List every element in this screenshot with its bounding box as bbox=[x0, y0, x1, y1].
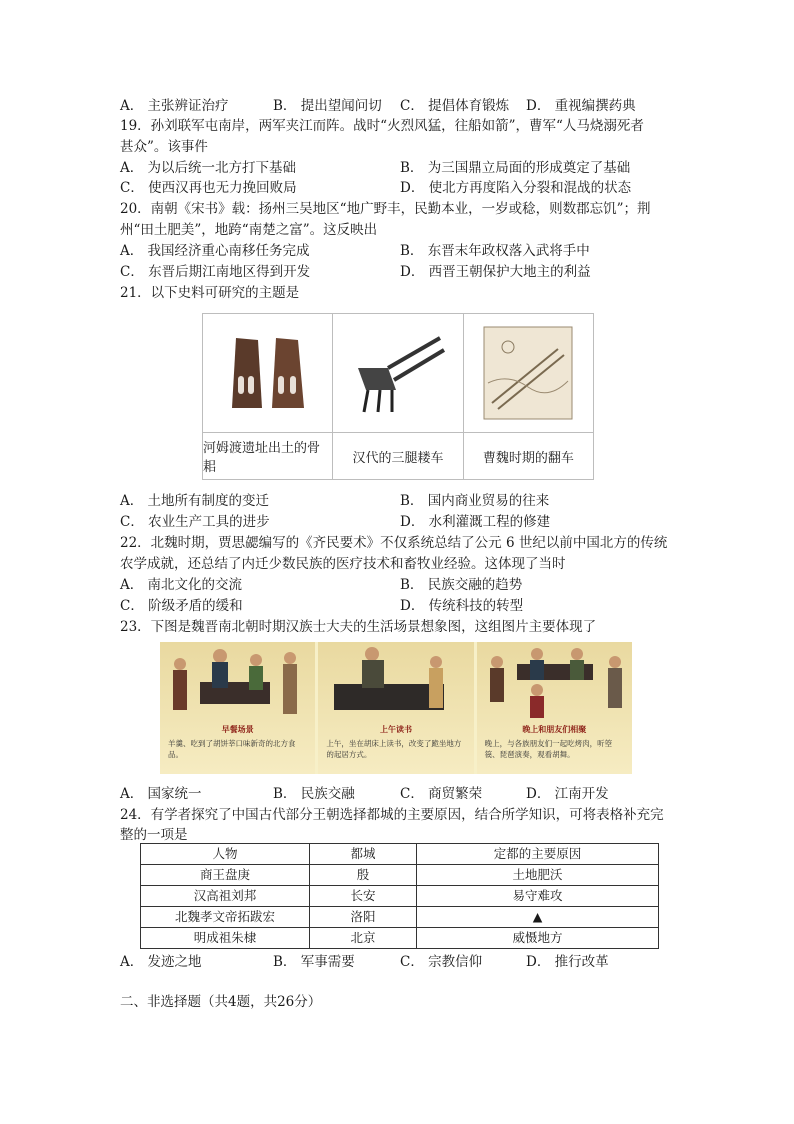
gathering-scene-illustration bbox=[477, 642, 632, 722]
q22-option-b[interactable]: B． 民族交融的趋势 bbox=[400, 577, 523, 593]
q22-stem-line1: 22．北魏时期，贾思勰编写的《齐民要术》不仅系统总结了公元 6 世纪以前中国北方的传统 bbox=[120, 535, 668, 551]
table-row bbox=[141, 865, 659, 886]
q22-stem-line2: 农学成就，还总结了内迁少数民族的医疗技术和畜牧业经验。这体现了当时 bbox=[120, 556, 566, 572]
q19-stem-line2: 甚众”。该事件 bbox=[120, 139, 208, 155]
table-row bbox=[141, 886, 659, 907]
q21-caption-1: 河姆渡遗址出土的骨耜 bbox=[203, 441, 321, 475]
q24-stem-line2: 整的一项是 bbox=[120, 827, 188, 843]
table-cell: 殷 bbox=[310, 865, 417, 886]
q18-option-c[interactable]: C． 提倡体育锻炼 bbox=[400, 98, 510, 114]
q23-panel-title-2: 上午读书 bbox=[379, 725, 412, 734]
q21-figure bbox=[202, 313, 594, 480]
q23-option-c[interactable]: C． 商贸繁荣 bbox=[400, 786, 483, 802]
table-cell-blank: ▲ bbox=[417, 907, 659, 928]
q20-stem-line2: 州“田土肥美”，地跨“南楚之富”。这反映出 bbox=[120, 222, 378, 238]
q24-option-a[interactable]: A． 发迹之地 bbox=[120, 954, 202, 970]
table-cell: 北京 bbox=[310, 928, 417, 949]
table-cell: 商王盘庚 bbox=[141, 865, 310, 886]
q20-option-b[interactable]: B． 东晋末年政权落入武将手中 bbox=[400, 243, 590, 259]
q18-option-a[interactable]: A． 主张辨证治疗 bbox=[120, 98, 229, 114]
q19-option-c[interactable]: C． 使西汉再也无力挽回败局 bbox=[120, 180, 297, 196]
q21-figure-bone-spade bbox=[203, 314, 333, 479]
q19-stem-line1: 19．孙刘联军屯南岸，两军夹江而阵。战时“火烈风猛，往船如箭”，曹军“人马烧溺死者 bbox=[120, 118, 644, 134]
table-header-cell: 定都的主要原因 bbox=[417, 844, 659, 865]
q18-option-d[interactable]: D． 重视编撰药典 bbox=[526, 98, 636, 114]
seed-drill-image bbox=[333, 314, 462, 433]
q23-panel-text-3: 晚上，与各族朋友们一起吃烤肉，听箜篌、琵琶演奏，观看胡舞。 bbox=[484, 739, 613, 759]
q21-option-c[interactable]: C． 农业生产工具的进步 bbox=[120, 514, 270, 530]
q22-option-d[interactable]: D． 传统科技的转型 bbox=[400, 598, 524, 614]
q22-option-c[interactable]: C． 阶级矛盾的缓和 bbox=[120, 598, 243, 614]
reading-scene-illustration bbox=[318, 642, 473, 722]
q24-option-c[interactable]: C． 宗教信仰 bbox=[400, 954, 483, 970]
q21-figure-seed-drill bbox=[333, 314, 463, 479]
q24-option-d[interactable]: D． 推行改革 bbox=[526, 954, 609, 970]
q23-panel-gathering bbox=[477, 642, 632, 774]
q23-stem: 23．下图是魏晋南北朝时期汉族士大夫的生活场景想象图，这组图片主要体现了 bbox=[120, 619, 597, 635]
table-cell: 威慑地方 bbox=[417, 928, 659, 949]
q24-option-b[interactable]: B． 军事需要 bbox=[273, 954, 355, 970]
q20-option-a[interactable]: A． 我国经济重心南移任务完成 bbox=[120, 243, 310, 259]
table-header-cell: 都城 bbox=[310, 844, 417, 865]
q21-caption-3: 曹魏时期的翻车 bbox=[482, 450, 574, 466]
table-cell: 易守难攻 bbox=[417, 886, 659, 907]
table-cell: 长安 bbox=[310, 886, 417, 907]
q19-option-a[interactable]: A． 为以后统一北方打下基础 bbox=[120, 160, 297, 176]
q24-stem-line1: 24．有学者探究了中国古代部分王朝选择都城的主要原因，结合所学知识，可将表格补充完 bbox=[120, 807, 664, 823]
table-cell: 北魏孝文帝拓跋宏 bbox=[141, 907, 310, 928]
q19-option-d[interactable]: D． 使北方再度陷入分裂和混战的状态 bbox=[400, 180, 632, 196]
q20-option-d[interactable]: D． 西晋王朝保护大地主的利益 bbox=[400, 264, 591, 280]
q23-option-b[interactable]: B． 民族交融 bbox=[273, 786, 355, 802]
water-wheel-image bbox=[464, 314, 593, 433]
table-header-row bbox=[141, 844, 659, 865]
breakfast-scene-illustration bbox=[160, 642, 315, 722]
q22-option-a[interactable]: A． 南北文化的交流 bbox=[120, 577, 243, 593]
q21-option-d[interactable]: D． 水利灌溉工程的修建 bbox=[400, 514, 551, 530]
q21-stem: 21．以下史料可研究的主题是 bbox=[120, 285, 300, 301]
q23-panel-reading bbox=[318, 642, 473, 774]
q23-panel-breakfast bbox=[160, 642, 315, 774]
bone-spade-image bbox=[203, 314, 332, 433]
table-header-cell: 人物 bbox=[141, 844, 310, 865]
table-cell: 土地肥沃 bbox=[417, 865, 659, 886]
q23-figure bbox=[160, 642, 632, 774]
table-row bbox=[141, 907, 659, 928]
q23-panel-title-3: 晚上和朋友们相聚 bbox=[522, 725, 587, 734]
q24-table bbox=[140, 843, 659, 949]
table-cell: 洛阳 bbox=[310, 907, 417, 928]
q23-panel-title-1: 早餐场景 bbox=[221, 725, 254, 734]
q23-option-a[interactable]: A． 国家统一 bbox=[120, 786, 202, 802]
q21-figure-water-wheel bbox=[464, 314, 593, 479]
section-2-heading: 二、非选择题（共4题，共26分） bbox=[120, 994, 322, 1010]
q19-option-b[interactable]: B． 为三国鼎立局面的形成奠定了基础 bbox=[400, 160, 631, 176]
table-cell: 汉高祖刘邦 bbox=[141, 886, 310, 907]
q23-panel-text-2: 上午，坐在胡床上读书，改变了跪坐地方的起居方式。 bbox=[326, 739, 462, 759]
q20-option-c[interactable]: C． 东晋后期江南地区得到开发 bbox=[120, 264, 311, 280]
q21-option-b[interactable]: B． 国内商业贸易的往来 bbox=[400, 493, 550, 509]
q20-stem-line1: 20．南朝《宋书》载：扬州三吴地区“地广野丰，民勤本业，一岁或稔，则数郡忘饥”；荆 bbox=[120, 201, 651, 217]
q18-option-b[interactable]: B． 提出望闻问切 bbox=[273, 98, 382, 114]
table-row bbox=[141, 928, 659, 949]
q21-option-a[interactable]: A． 土地所有制度的变迁 bbox=[120, 493, 270, 509]
q23-panel-text-1: 羊羹、吃到了胡饼莘口味新奇的北方食品。 bbox=[168, 739, 296, 759]
q23-option-d[interactable]: D． 江南开发 bbox=[526, 786, 609, 802]
table-cell: 明成祖朱棣 bbox=[141, 928, 310, 949]
q21-caption-2: 汉代的三腿耧车 bbox=[352, 450, 444, 466]
